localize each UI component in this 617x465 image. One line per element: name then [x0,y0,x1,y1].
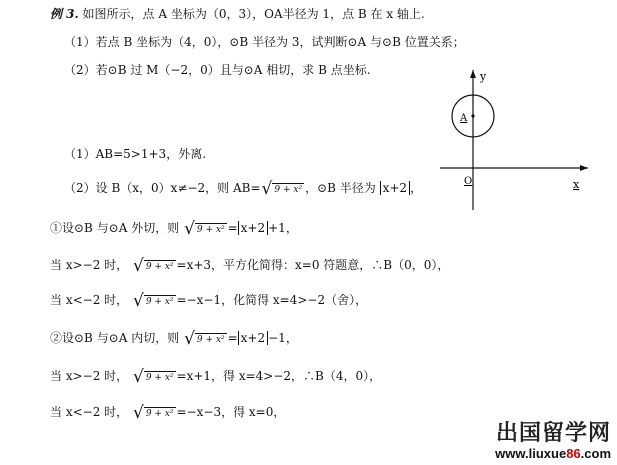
sqrt-expression: √ 9 + x² [132,256,174,276]
case-1a [50,257,449,274]
case-2-prefix: ②设⊙B 与⊙A 内切，则 [50,331,180,345]
case-1b-prefix: 当 x<−2 时， [50,293,129,307]
x-axis-label: x [573,178,580,191]
sqrt-expression: √ 9 + x² [132,367,174,387]
sqrt-expression: √ 9 + x² [132,403,174,423]
case-1b-suffix: =−x−1，化简得 x=4>−2（舍）， [176,293,368,307]
sqrt-inner: 9 + x² [274,185,303,195]
sqrt-expression: √ 9 + x² [184,219,225,239]
origin-label: O [464,176,473,187]
case-1 [50,220,298,237]
sqrt-inner: 9 + x² [145,373,174,383]
sqrt-inner: 9 + x² [196,335,225,345]
sqrt-inner: 9 + x² [145,262,174,272]
y-axis-label: y [480,70,487,83]
case-2b-prefix: 当 x<−2 时， [50,405,129,419]
solution-2-prefix: （2）设 B（x，0）x≠−2，则 AB= [64,181,261,195]
sqrt-expression: √ 9 + x² [132,291,174,311]
solution-2-end: ， [410,181,423,195]
case-1b [50,292,367,309]
abs-expression: x+2 [238,221,268,235]
case-1a-prefix: 当 x>−2 时， [50,258,129,272]
point-a-label: A [460,113,468,124]
sqrt-expression: √ 9 + x² [184,329,225,349]
problem-statement: 如图所示，点 A 坐标为（0，3），OA半径为 1，点 B 在 x 轴上. [82,7,425,21]
case-1-eq: = [227,221,238,235]
sqrt-inner: 9 + x² [196,225,225,235]
case-1a-suffix: =x+3，平方化简得：x=0 符题意，∴B（0，0）， [176,258,450,272]
x-axis-arrow [580,165,588,171]
case-2a-suffix: =x+1，得 x=4>−2，∴B（4，0）， [176,369,382,383]
case-1-end: +1， [268,221,298,235]
solution-2 [64,180,422,197]
question-2: （2）若⊙B 过 M（−2，0）且与⊙A 相切，求 B 点坐标. [64,63,371,77]
question-1: （1）若点 B 坐标为（4，0），⊙B 半径为 3，试判断⊙A 与⊙B 位置关系； [64,35,465,49]
case-2-end: −1， [268,331,298,345]
example-label: 例 3. [50,7,79,21]
case-1-prefix: ①设⊙B 与⊙A 外切，则 [50,221,180,235]
case-2a [50,368,381,385]
sqrt-expression: √ 9 + x² [261,179,303,199]
sqrt-inner: 9 + x² [145,297,174,307]
watermark-url-red: 86 [566,446,581,461]
abs-expression: x+2 [380,181,410,195]
abs-expression: x+2 [238,331,268,345]
sqrt-inner: 9 + x² [145,409,174,419]
watermark-url-suffix: .com [580,446,611,461]
solution-1: （1）AB=5>1+3，外离. [64,147,207,161]
watermark-title: 出国留学网 [495,421,611,446]
site-watermark [495,421,611,461]
case-2a-prefix: 当 x>−2 时， [50,369,129,383]
y-axis-arrow [470,70,476,78]
case-2b [50,404,285,421]
problem-statement-line [50,6,425,22]
point-a [471,114,474,117]
coordinate-diagram [440,70,600,220]
case-2 [50,330,298,347]
solution-2-mid: ，⊙B 半径为 [305,181,376,195]
watermark-url-prefix: www.liuxue [495,446,567,461]
case-2-eq: = [227,331,238,345]
watermark-url [495,447,611,461]
case-2b-suffix: =−x−3，得 x=0， [176,405,286,419]
